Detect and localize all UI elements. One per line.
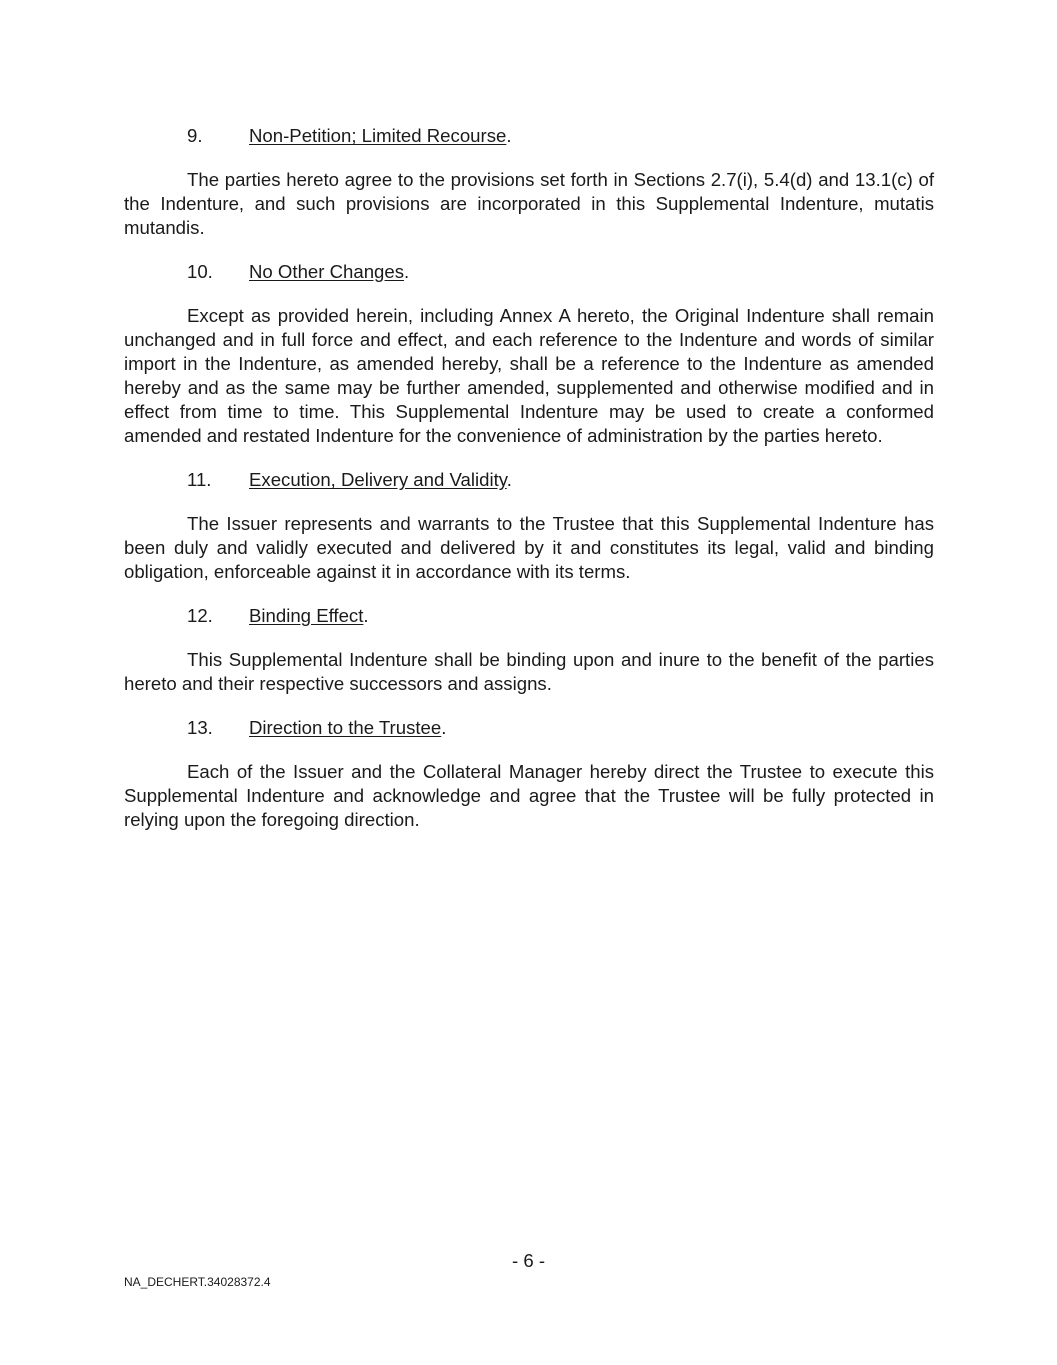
section-heading-11: 11. Execution, Delivery and Validity.: [187, 469, 512, 490]
document-id: NA_DECHERT.34028372.4: [124, 1275, 271, 1289]
section-number: 11.: [187, 469, 212, 490]
section-heading-13: 13. Direction to the Trustee.: [187, 717, 447, 738]
section-title: Non-Petition; Limited Recourse: [249, 125, 507, 146]
section-body-13: Each of the Issuer and the Collateral Manager hereby direct the Trustee to execute this Supplemental Indenture and acknowledge and agree that the Trustee will be fully protected in relying upon the foregoing direction.: [124, 761, 934, 830]
section-body-11: The Issuer represents and warrants to the Trustee that this Supplemental Indenture has been duly and validly executed and delivered by it and constitutes its legal, valid and binding obligation, enforceable against it in accordance with its terms.: [124, 513, 934, 582]
page-number: - 6 -: [511, 1250, 546, 1271]
section-number: 9.: [187, 125, 203, 146]
section-title: Direction to the Trustee: [249, 717, 442, 738]
section-body-9: The parties hereto agree to the provisions set forth in Sections 2.7(i), 5.4(d) and 13.1(c) of the Indenture, and such provisions are incorporated in this Supplemental Indenture, mutatis mutandis.: [124, 169, 934, 238]
section-body-10: Except as provided herein, including Annex A hereto, the Original Indenture shall remain unchanged and in full force and effect, and each reference to the Indenture and words of similar import in the Indenture, as amended hereby, shall be a reference to the Indenture as amended hereby and as the same may be further amended, supplemented and otherwise modified and in effect from time to time. This Supplemental Indenture may be used to create a conformed amended and restated Indenture for the convenience of administration by the parties hereto.: [124, 305, 934, 446]
section-title: Execution, Delivery and Validity: [249, 469, 507, 490]
section-number: 13.: [187, 717, 213, 738]
section-heading-12: 12. Binding Effect.: [187, 605, 369, 626]
section-number: 10.: [187, 261, 213, 282]
section-number: 12.: [187, 605, 213, 626]
section-heading-10: 10. No Other Changes.: [187, 261, 410, 282]
section-title: No Other Changes: [249, 261, 405, 282]
section-heading-9: 9. Non-Petition; Limited Recourse.: [187, 125, 512, 146]
section-title: Binding Effect: [249, 605, 364, 626]
section-body-12: This Supplemental Indenture shall be binding upon and inure to the benefit of the parties hereto and their respective successors and assigns.: [124, 649, 934, 694]
document-body: [124, 124, 934, 852]
